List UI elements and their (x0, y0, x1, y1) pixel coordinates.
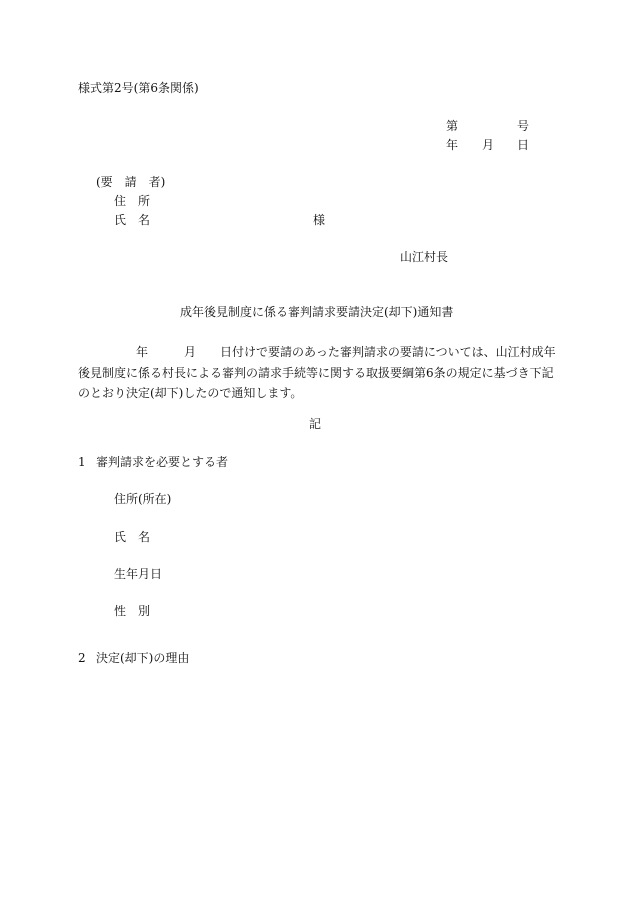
form-number: 様式第2号(第6条関係) (78, 81, 199, 95)
section2-title: 決定(却下)の理由 (96, 651, 190, 665)
body-paragraph (78, 342, 556, 404)
section1-title: 審判請求を必要とする者 (96, 455, 229, 469)
body-text: 日付けで要請のあった審判請求の要請については、山江村成年後見制度に係る村長による審判の請求手続等に関する取扱要綱第6条の規定に基づき下記のとおり決定(却下)したので通知します。 (78, 345, 556, 400)
doc-number-prefix: 第 (446, 119, 459, 133)
document-title: 成年後見制度に係る審判請求要請決定(却下)通知書 (180, 305, 454, 319)
doc-date-day: 日 (517, 138, 530, 152)
section1-number: 1 (78, 455, 86, 469)
body-month-label: 月 (184, 345, 197, 359)
ki-heading: 記 (309, 417, 322, 431)
requester-name-label: 氏 名 (114, 213, 151, 227)
requester-address-label: 住 所 (114, 194, 151, 208)
issuer: 山江村長 (400, 250, 449, 264)
requester-honorific: 様 (313, 213, 326, 227)
field-address: 住所(所在) (114, 492, 172, 506)
field-birthdate: 生年月日 (114, 567, 163, 581)
field-gender: 性 別 (114, 604, 151, 618)
field-name: 氏 名 (114, 530, 151, 544)
doc-date-month: 月 (482, 138, 495, 152)
section2-number: 2 (78, 651, 86, 665)
requester-heading: (要 請 者) (96, 175, 166, 189)
doc-date-year: 年 (446, 138, 459, 152)
doc-number-suffix: 号 (517, 119, 530, 133)
body-year-label: 年 (136, 345, 149, 359)
